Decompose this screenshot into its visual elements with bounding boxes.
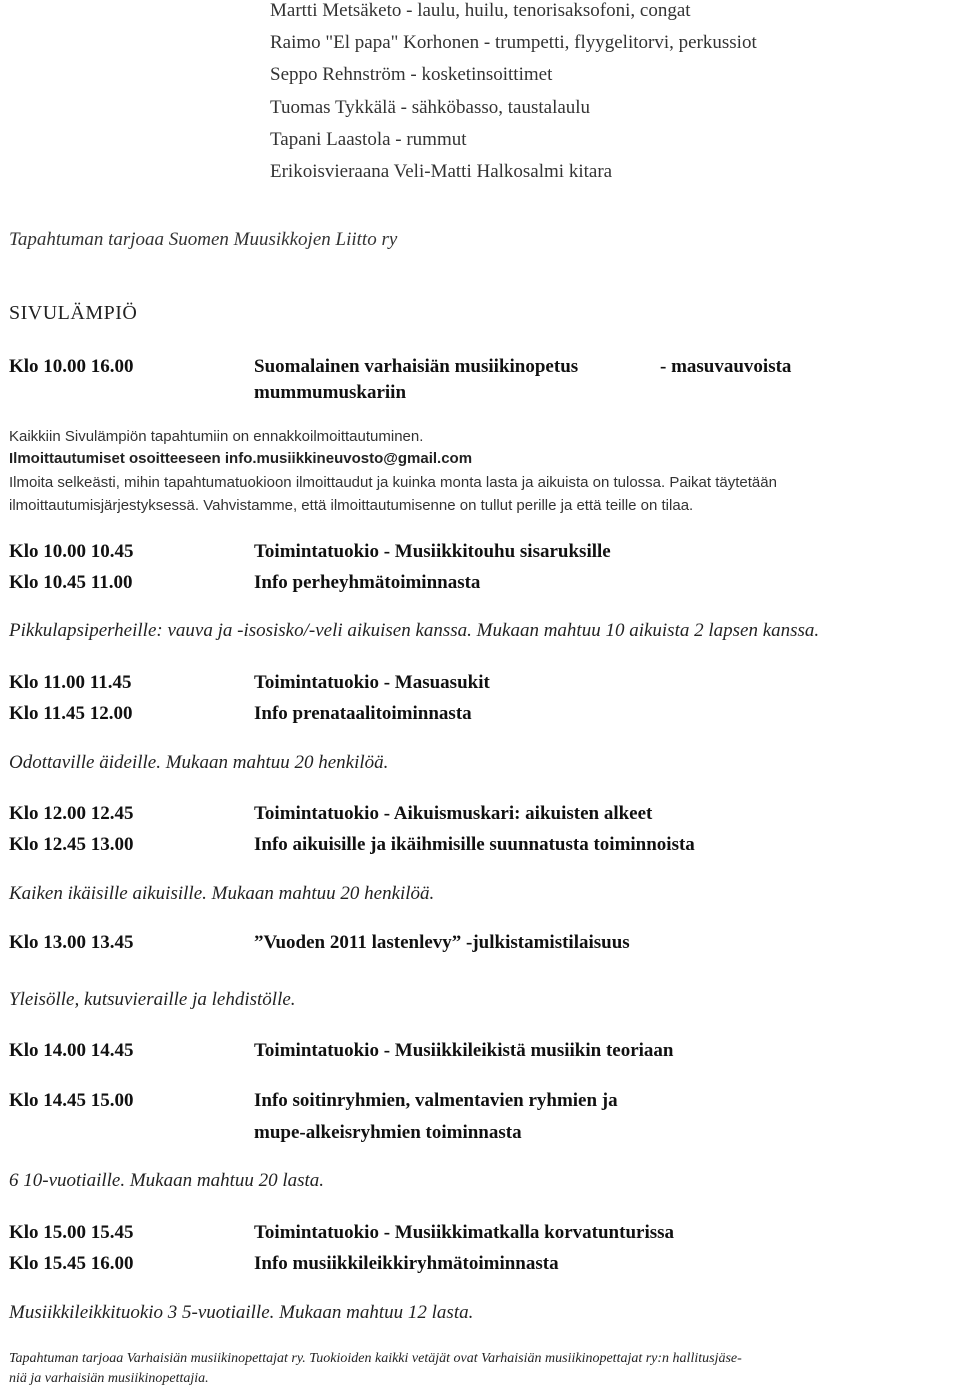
session-title: Info aikuisille ja ikäihmisille suunnatusta toiminnoista [254,834,695,855]
performer-line: Raimo "El papa" Korhonen - trumpetti, flyygelitorvi, perkussiot [270,32,757,53]
session-time: Klo 11.00 11.45 [9,672,132,693]
section-title: SIVULÄMPIÖ [9,302,138,324]
session-time: Klo 11.45 12.00 [9,703,133,724]
registration-text: Kaikkiin Sivulämpiön tapahtumiin on ennakkoilmoittautuminen. [9,428,424,445]
session-time: Klo 15.45 16.00 [9,1253,134,1274]
session-title: Info musiikkileikkiryhmätoiminnasta [254,1253,559,1274]
performer-line: Seppo Rehnström - kosketinsoittimet [270,64,553,85]
session-time: Klo 10.45 11.00 [9,572,133,593]
event-time: Klo 10.00 16.00 [9,356,134,377]
footer-text: Tapahtuman tarjoaa Varhaisiän musiikinopettajat ry. Tuokioiden kaikki vetäjät ovat Varhaisiän musiikinopettajat ry:n hallitusjäse- [9,1351,742,1366]
registration-text: Ilmoita selkeästi, mihin tapahtumatuokioon ilmoittaudut ja kuinka monta lasta ja aikuista on tulossa. Paikat täytetään [9,474,777,491]
session-title-line2: mupe-alkeisryhmien toiminnasta [254,1122,522,1143]
performer-line: Tapani Laastola - rummut [270,129,467,150]
registration-text: ilmoittautumisjärjestyksessä. Vahvistamme, että ilmoittautumisenne on tullut perille ja että teille on tilaa. [9,497,694,514]
session-time: Klo 12.00 12.45 [9,803,134,824]
session-title: Toimintatuokio - Aikuismuskari: aikuisten alkeet [254,803,653,824]
performer-line: Erikoisvieraana Veli-Matti Halkosalmi kitara [270,161,613,182]
session-title: Toimintatuokio - Musiikkitouhu sisaruksille [254,541,611,562]
session-title: Toimintatuokio - Musiikkileikistä musiikin teoriaan [254,1040,674,1061]
session-title: Info prenataalitoiminnasta [254,703,472,724]
session-note: Pikkulapsiperheille: vauva ja -isosisko/-veli aikuisen kanssa. Mukaan mahtuu 10 aikuista 2 lapsen kanssa. [9,620,820,641]
session-note: Kaiken ikäisille aikuisille. Mukaan mahtuu 20 henkilöä. [9,883,435,904]
session-time: Klo 12.45 13.00 [9,834,134,855]
sponsor-line: Tapahtuman tarjoaa Suomen Muusikkojen Liitto ry [9,229,398,250]
footer-text: niä ja varhaisiän musiikinopettajia. [9,1371,209,1386]
session-note: Odottaville äideille. Mukaan mahtuu 20 henkilöä. [9,752,389,773]
session-title: Toimintatuokio - Masuasukit [254,672,490,693]
performer-line: Tuomas Tykkälä - sähköbasso, taustalaulu [270,97,591,118]
session-note: 6 10-vuotiaille. Mukaan mahtuu 20 lasta. [9,1170,325,1191]
session-time: Klo 14.45 15.00 [9,1090,134,1111]
performer-line: Martti Metsäketo - laulu, huilu, tenorisaksofoni, congat [270,0,691,21]
session-time: Klo 13.00 13.45 [9,932,134,953]
event-title-suffix: - masuvauvoista [660,356,792,377]
session-time: Klo 14.00 14.45 [9,1040,134,1061]
session-title: Info perheyhmätoiminnasta [254,572,481,593]
session-title: Info soitinryhmien, valmentavien ryhmien ja [254,1090,618,1111]
event-title: Suomalainen varhaisiän musiikinopetus [254,356,579,377]
session-time: Klo 15.00 15.45 [9,1222,134,1243]
session-note: Yleisölle, kutsuvieraille ja lehdistölle. [9,989,296,1010]
session-title: ”Vuoden 2011 lastenlevy” -julkistamistilaisuus [254,932,630,953]
session-note: Musiikkileikkituokio 3 5-vuotiaille. Mukaan mahtuu 12 lasta. [9,1302,474,1323]
registration-email-line: Ilmoittautumiset osoitteeseen info.musiikkineuvosto@gmail.com [9,450,473,467]
event-title-line2: mummumuskariin [254,382,407,403]
session-title: Toimintatuokio - Musiikkimatkalla korvatunturissa [254,1222,675,1243]
session-time: Klo 10.00 10.45 [9,541,134,562]
